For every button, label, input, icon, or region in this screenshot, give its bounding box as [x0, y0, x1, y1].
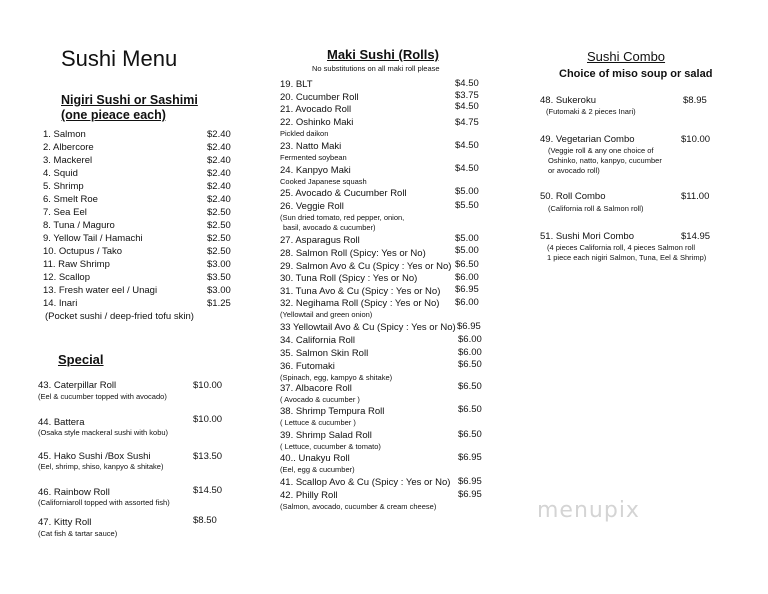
- item-name: 25. Avocado & Cucumber Roll: [280, 188, 407, 199]
- item-price: $6.50: [458, 429, 482, 440]
- item-name: 24. Kanpyo Maki: [280, 165, 351, 176]
- item-name: 49. Vegetarian Combo: [540, 134, 635, 145]
- maki-section-title: Maki Sushi (Rolls): [327, 47, 439, 62]
- item-name: 38. Shrimp Tempura Roll: [280, 406, 385, 417]
- nigiri-section-subtitle: (one pieace each): [61, 108, 166, 122]
- item-price: $2.40: [207, 181, 231, 192]
- item-description: (Veggie roll & any one choice of: [548, 146, 654, 155]
- item-price: $11.00: [681, 191, 710, 202]
- item-price: $6.00: [458, 347, 482, 358]
- combo-subtitle: Choice of miso soup or salad: [559, 68, 713, 80]
- item-description: (Pocket sushi / deep-fried tofu skin): [45, 311, 194, 322]
- item-price: $4.75: [455, 117, 479, 128]
- item-name: 14. Inari: [43, 298, 78, 309]
- item-name: 7. Sea Eel: [43, 207, 87, 218]
- item-price: $4.50: [455, 78, 479, 89]
- item-description: Cooked Japanese squash: [280, 177, 367, 186]
- item-description: Pickled daikon: [280, 129, 329, 138]
- item-price: $3.00: [207, 285, 231, 296]
- item-description: (4 pieces California roll, 4 pieces Salmon roll: [547, 243, 695, 252]
- item-name: 31. Tuna Avo & Cu (Spicy : Yes or No): [280, 286, 441, 297]
- item-price: $2.40: [207, 194, 231, 205]
- item-name: 50. Roll Combo: [540, 191, 606, 202]
- item-price: $2.40: [207, 129, 231, 140]
- item-price: $10.00: [193, 380, 223, 391]
- item-price: $6.50: [458, 381, 482, 392]
- item-name: 12. Scallop: [43, 272, 91, 283]
- item-name: 39. Shrimp Salad Roll: [280, 430, 372, 441]
- item-name: 29. Salmon Avo & Cu (Spicy : Yes or No): [280, 261, 452, 272]
- item-description: (California roll & Salmon roll): [548, 204, 644, 213]
- item-name: 27. Asparagus Roll: [280, 235, 360, 246]
- item-name: 48. Sukeroku: [540, 95, 596, 106]
- item-price: $5.00: [455, 233, 479, 244]
- item-price: $4.50: [455, 140, 479, 151]
- item-description: ( Avocado & cucumber ): [280, 395, 360, 404]
- item-name: 9. Yellow Tail / Hamachi: [43, 233, 143, 244]
- item-price: $4.50: [455, 101, 479, 112]
- item-name: 26. Veggie Roll: [280, 201, 344, 212]
- item-description: 1 piece each nigiri Salmon, Tuna, Eel & Shrimp): [547, 253, 707, 262]
- item-name: 40.. Unakyu Roll: [280, 453, 350, 464]
- item-description: (Eel, egg & cucumber): [280, 465, 355, 474]
- item-name: 44. Battera: [38, 417, 85, 428]
- item-description: (Cat fish & tartar sauce): [38, 529, 118, 538]
- item-description: (Eel & cucumber topped with avocado): [38, 392, 167, 401]
- item-price: $2.50: [207, 233, 231, 244]
- item-name: 32. Negihama Roll (Spicy : Yes or No): [280, 298, 440, 309]
- item-price: $6.50: [458, 359, 482, 370]
- item-price: $6.00: [455, 272, 479, 283]
- special-section-title: Special: [58, 352, 104, 367]
- item-price: $14.95: [681, 231, 711, 242]
- item-price: $1.25: [207, 298, 231, 309]
- item-name: 45. Hako Sushi /Box Sushi: [38, 451, 151, 462]
- item-name: 41. Scallop Avo & Cu (Spicy : Yes or No): [280, 477, 451, 488]
- item-price: $3.00: [207, 259, 231, 270]
- item-price: $2.40: [207, 168, 231, 179]
- item-name: 23. Natto Maki: [280, 141, 342, 152]
- item-price: $13.50: [193, 451, 223, 462]
- item-description: (Spinach, egg, kampyo & shitake): [280, 373, 393, 382]
- item-price: $3.50: [207, 272, 231, 283]
- item-name: 20. Cucumber Roll: [280, 92, 359, 103]
- item-name: 10. Octupus / Tako: [43, 246, 123, 257]
- item-name: 6. Smelt Roe: [43, 194, 98, 205]
- item-name: 22. Oshinko Maki: [280, 117, 354, 128]
- combo-section-title: Sushi Combo: [587, 49, 666, 64]
- item-price: $6.95: [458, 489, 482, 500]
- item-name: 5. Shrimp: [43, 181, 84, 192]
- item-description: ( Lettuce, cucumber & tomato): [280, 442, 381, 451]
- item-price: $6.00: [455, 297, 479, 308]
- item-name: 51. Sushi Mori Combo: [540, 231, 634, 242]
- item-price: $2.50: [207, 246, 231, 257]
- item-description: (Salmon, avocado, cucumber & cream cheese): [280, 502, 437, 511]
- nigiri-section-title: Nigiri Sushi or Sashimi: [61, 93, 198, 107]
- item-price: $6.95: [457, 321, 481, 332]
- item-price: $14.50: [193, 485, 223, 496]
- item-description: (Yellowtail and green onion): [280, 310, 373, 319]
- item-price: $4.50: [455, 163, 479, 174]
- item-name: 37. Albacore Roll: [280, 383, 352, 394]
- item-name: 47. Kitty Roll: [38, 517, 92, 528]
- item-name: 11. Raw Shrimp: [43, 259, 110, 270]
- item-price: $3.75: [455, 90, 479, 101]
- item-price: $5.00: [455, 245, 479, 256]
- item-price: $8.95: [683, 95, 707, 106]
- item-price: $5.50: [455, 200, 479, 211]
- item-price: $5.00: [455, 186, 479, 197]
- item-description: (Sun dried tomato, red pepper, onion,: [280, 213, 405, 222]
- item-name: 46. Rainbow Roll: [38, 487, 110, 498]
- item-description: (Futomaki & 2 pieces Inari): [546, 107, 636, 116]
- item-description: or avocado roll): [548, 166, 600, 175]
- item-name: 13. Fresh water eel / Unagi: [43, 285, 158, 296]
- watermark-tagline: [536, 486, 538, 493]
- item-name: 35. Salmon Skin Roll: [280, 348, 369, 359]
- item-price: $6.95: [458, 476, 482, 487]
- item-price: $6.00: [458, 334, 482, 345]
- item-price: $2.50: [207, 220, 231, 231]
- item-price: $6.50: [455, 259, 479, 270]
- item-description: (Eel, shrimp, shiso, kanpyo & shitake): [38, 462, 164, 471]
- item-price: $8.50: [193, 515, 217, 526]
- item-price: $2.50: [207, 207, 231, 218]
- item-name: 3. Mackerel: [43, 155, 93, 166]
- item-name: 8. Tuna / Maguro: [43, 220, 115, 231]
- item-description: (Osaka style mackeral sushi with kobu): [38, 428, 169, 437]
- item-price: $10.00: [681, 134, 711, 145]
- item-description: Oshinko, natto, kanpyo, cucumber: [548, 156, 662, 165]
- item-name: 28. Salmon Roll (Spicy: Yes or No): [280, 248, 426, 259]
- item-price: $6.95: [458, 452, 482, 463]
- item-name: 33 Yellowtail Avo & Cu (Spicy : Yes or No): [280, 322, 456, 333]
- watermark-logo: menupix: [537, 498, 640, 523]
- item-name: 2. Albercore: [43, 142, 94, 153]
- menu-title: Sushi Menu: [61, 46, 178, 71]
- item-name: 4. Squid: [43, 168, 78, 179]
- item-name: 30. Tuna Roll (Spicy : Yes or No): [280, 273, 418, 284]
- item-price: $6.95: [455, 284, 479, 295]
- item-price: $10.00: [193, 414, 223, 425]
- item-price: $2.40: [207, 155, 231, 166]
- item-price: $6.50: [458, 404, 482, 415]
- item-name: 1. Salmon: [43, 129, 86, 140]
- item-name: 34. California Roll: [280, 335, 355, 346]
- item-description: Fermented soybean: [280, 153, 347, 162]
- item-name: 43. Caterpillar Roll: [38, 380, 117, 391]
- item-description: (Californiaroll topped with assorted fish): [38, 498, 170, 507]
- maki-subtitle: No substitutions on all maki roll please: [312, 64, 440, 73]
- item-name: 36. Futomaki: [280, 361, 335, 372]
- item-name: 19. BLT: [280, 79, 313, 90]
- item-description: basil, avocado & cucumber): [283, 223, 376, 232]
- item-description: ( Lettuce & cucumber ): [280, 418, 356, 427]
- item-name: 21. Avocado Roll: [280, 104, 352, 115]
- item-name: 42. Philly Roll: [280, 490, 338, 501]
- item-price: $2.40: [207, 142, 231, 153]
